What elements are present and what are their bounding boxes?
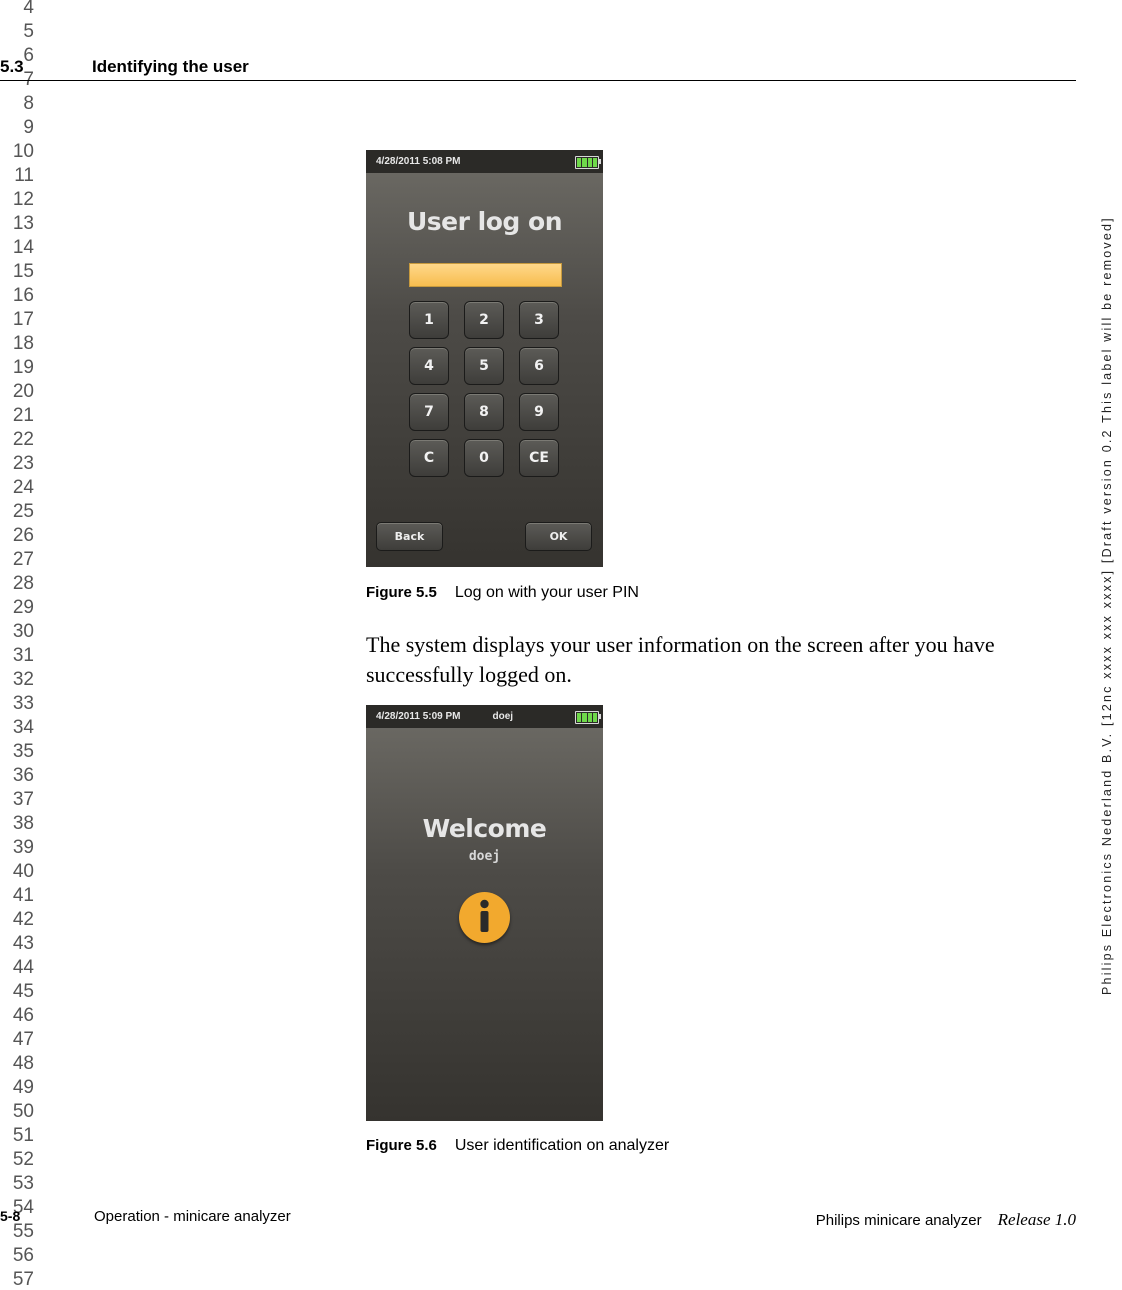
line-number: 34	[12, 717, 34, 738]
key-8[interactable]: 8	[464, 393, 504, 431]
section-title: Identifying the user	[92, 57, 249, 76]
status-datetime: 4/28/2011 5:08 PM	[376, 156, 461, 167]
status-bar	[366, 705, 603, 728]
body-paragraph: The system displays your user information on the screen after you have successfully logged on.	[366, 632, 995, 687]
line-number: 19	[12, 357, 34, 378]
header-divider	[0, 80, 1076, 81]
line-number: 32	[12, 669, 34, 690]
welcome-username: doej	[468, 849, 501, 864]
line-number: 52	[12, 1149, 34, 1170]
line-number: 24	[12, 477, 34, 498]
line-number: 21	[12, 405, 34, 426]
key-9[interactable]: 9	[519, 393, 559, 431]
key-3[interactable]: 3	[519, 301, 559, 339]
figure-number: Figure 5.5	[366, 584, 437, 601]
line-number: 25	[12, 501, 34, 522]
footer-product-name: Philips minicare analyzer	[815, 1212, 982, 1229]
line-number: 4	[23, 0, 34, 18]
line-number: 5	[23, 21, 34, 42]
line-number: 29	[12, 597, 34, 618]
line-number: 13	[12, 213, 34, 234]
line-number: 42	[12, 909, 34, 930]
line-number: 54	[12, 1197, 34, 1218]
line-number: 18	[12, 333, 34, 354]
line-number: 51	[12, 1125, 34, 1146]
line-number: 38	[12, 813, 34, 834]
welcome-title: Welcome	[422, 814, 547, 843]
page-number: 5-8	[0, 1208, 21, 1224]
line-number: 15	[12, 261, 34, 282]
figure-caption	[366, 1137, 669, 1155]
logon-title: User log on	[407, 207, 562, 236]
figure-caption-text: Log on with your user PIN	[454, 584, 639, 601]
line-number: 55	[12, 1221, 34, 1242]
line-number: 23	[12, 453, 34, 474]
line-number: 22	[12, 429, 34, 450]
line-number: 14	[12, 237, 34, 258]
line-number: 46	[12, 1005, 34, 1026]
status-bar	[366, 150, 603, 173]
back-button[interactable]: Back	[376, 522, 443, 551]
line-number: 6	[23, 45, 34, 66]
status-datetime: 4/28/2011 5:09 PM	[376, 711, 461, 722]
figure-caption	[366, 584, 639, 602]
line-number: 53	[12, 1173, 34, 1194]
line-number: 16	[12, 285, 34, 306]
line-number: 37	[12, 789, 34, 810]
line-number: 43	[12, 933, 34, 954]
key-4[interactable]: 4	[409, 347, 449, 385]
key-clear-entry[interactable]: CE	[519, 439, 559, 477]
key-7[interactable]: 7	[409, 393, 449, 431]
line-number: 33	[12, 693, 34, 714]
line-number: 44	[12, 957, 34, 978]
line-number: 28	[12, 573, 34, 594]
ok-button[interactable]: OK	[525, 522, 592, 551]
line-number: 48	[12, 1053, 34, 1074]
footer-chapter: Operation - minicare analyzer	[94, 1208, 291, 1225]
key-1[interactable]: 1	[409, 301, 449, 339]
status-user: doej	[492, 711, 514, 722]
line-number: 50	[12, 1101, 34, 1122]
line-number: 30	[12, 621, 34, 642]
key-clear[interactable]: C	[409, 439, 449, 477]
line-number: 56	[12, 1245, 34, 1266]
line-number: 17	[12, 309, 34, 330]
line-number: 8	[23, 93, 34, 114]
line-number: 12	[12, 189, 34, 210]
side-label: Philips Electronics Nederland B.V. [12nc xxxx xxx xxxx] [Draft version 0.2 This label will be removed]	[1100, 216, 1114, 995]
key-0[interactable]: 0	[464, 439, 504, 477]
line-number: 47	[12, 1029, 34, 1050]
section-number: 5.3	[0, 57, 24, 76]
figure-number: Figure 5.6	[366, 1137, 437, 1154]
line-number: 9	[23, 117, 34, 138]
info-icon	[459, 892, 510, 943]
pin-input[interactable]	[409, 263, 562, 287]
line-number: 39	[12, 837, 34, 858]
line-number: 11	[14, 165, 34, 186]
line-number: 40	[12, 861, 34, 882]
line-number: 35	[12, 741, 34, 762]
line-number: 27	[12, 549, 34, 570]
footer-release: Release 1.0	[997, 1210, 1076, 1229]
footer-product	[816, 1210, 1076, 1230]
line-number: 45	[12, 981, 34, 1002]
line-number: 41	[12, 885, 34, 906]
line-number: 31	[12, 645, 34, 666]
figure-caption-text: User identification on analyzer	[454, 1137, 670, 1154]
key-5[interactable]: 5	[464, 347, 504, 385]
line-number: 49	[12, 1077, 34, 1098]
line-number: 57	[12, 1269, 34, 1290]
battery-icon	[575, 156, 599, 169]
line-number: 26	[12, 525, 34, 546]
line-number: 20	[12, 381, 34, 402]
line-number: 36	[12, 765, 34, 786]
battery-icon	[575, 711, 599, 724]
welcome-screen	[366, 705, 603, 1121]
line-number: 10	[12, 141, 34, 162]
key-2[interactable]: 2	[464, 301, 504, 339]
key-6[interactable]: 6	[519, 347, 559, 385]
logon-screen	[366, 150, 603, 567]
